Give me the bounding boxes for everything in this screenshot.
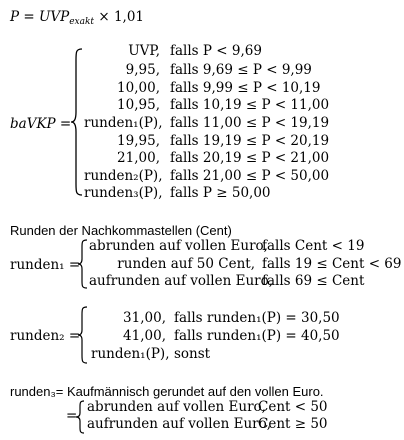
bavkp-case-value: 19,95,: [117, 133, 160, 149]
runden1-case-cond: falls Cent < 19: [262, 238, 365, 254]
runden3-case-value: abrunden auf vollen Euro,: [87, 399, 266, 415]
runden3-case-value: aufrunden auf vollen Euro,: [87, 416, 272, 432]
formula-p-sub: exakt: [69, 17, 95, 27]
bavkp-brace: [70, 48, 84, 196]
runden1-brace: [77, 239, 89, 289]
bavkp-case-cond: falls 10,19 ≤ P < 11,00: [170, 97, 330, 113]
formula-p-lhs: P = UVP: [10, 9, 70, 25]
bavkp-case-value: runden₂(P),: [84, 168, 163, 184]
runden1-case-value: abrunden auf vollen Euro,: [89, 238, 268, 254]
bavkp-case-value: 9,95,: [125, 62, 160, 78]
bavkp-case-value: runden₁(P),: [84, 115, 163, 131]
runden2-case-value: 31,00,: [123, 310, 166, 326]
bavkp-case-cond: falls 11,00 ≤ P < 19,19: [170, 115, 330, 131]
bavkp-case-cond: falls 9,69 ≤ P < 9,99: [170, 62, 312, 78]
runden2-case-cond: sonst: [174, 346, 211, 362]
bavkp-case-value: 21,00,: [117, 150, 160, 166]
runden1-case-cond: falls 69 ≤ Cent: [262, 273, 365, 289]
runden3-eq: =: [66, 408, 78, 424]
formula-p: [10, 11, 144, 25]
bavkp-case-cond: falls P < 9,69: [170, 43, 262, 59]
runden2-case-value: 41,00,: [123, 328, 166, 344]
runden3-case-cond: Cent < 50: [258, 399, 328, 415]
runden2-case-cond: falls runden₁(P) = 30,50: [174, 310, 340, 326]
bavkp-case-cond: falls 21,00 ≤ P < 50,00: [170, 168, 330, 184]
section-heading-cent: Runden der Nachkommastellen (Cent): [10, 223, 232, 238]
runden3-label: runden₃= Kaufmännisch gerundet auf den vollen Euro.: [10, 384, 324, 399]
runden3-brace: [75, 400, 86, 434]
formula-p-rhs: × 1,01: [98, 9, 145, 25]
bavkp-case-cond: falls 20,19 ≤ P < 21,00: [170, 150, 330, 166]
runden1-case-cond: falls 19 ≤ Cent < 69: [262, 256, 402, 272]
bavkp-case-value: 10,00,: [117, 80, 160, 96]
runden1-lhs: runden₁ =: [10, 257, 81, 273]
runden2-case-cond: falls runden₁(P) = 40,50: [174, 328, 340, 344]
runden2-lhs: runden₂ =: [10, 328, 81, 344]
bavkp-case-value: UVP,: [128, 43, 160, 59]
bavkp-case-value: runden₃(P),: [84, 185, 163, 201]
runden3-case-cond: Cent ≥ 50: [258, 416, 328, 432]
runden1-case-value: runden auf 50 Cent,: [117, 256, 255, 272]
bavkp-case-value: 10,95,: [117, 97, 160, 113]
runden2-case-value: runden₁(P),: [91, 346, 170, 362]
bavkp-case-cond: falls 9,99 ≤ P < 10,19: [170, 80, 321, 96]
bavkp-case-cond: falls P ≥ 50,00: [170, 185, 271, 201]
runden1-case-value: aufrunden auf vollen Euro,: [89, 273, 274, 289]
runden2-brace: [77, 306, 89, 364]
bavkp-lhs: baVKP =: [10, 116, 72, 132]
bavkp-case-cond: falls 19,19 ≤ P < 20,19: [170, 133, 330, 149]
